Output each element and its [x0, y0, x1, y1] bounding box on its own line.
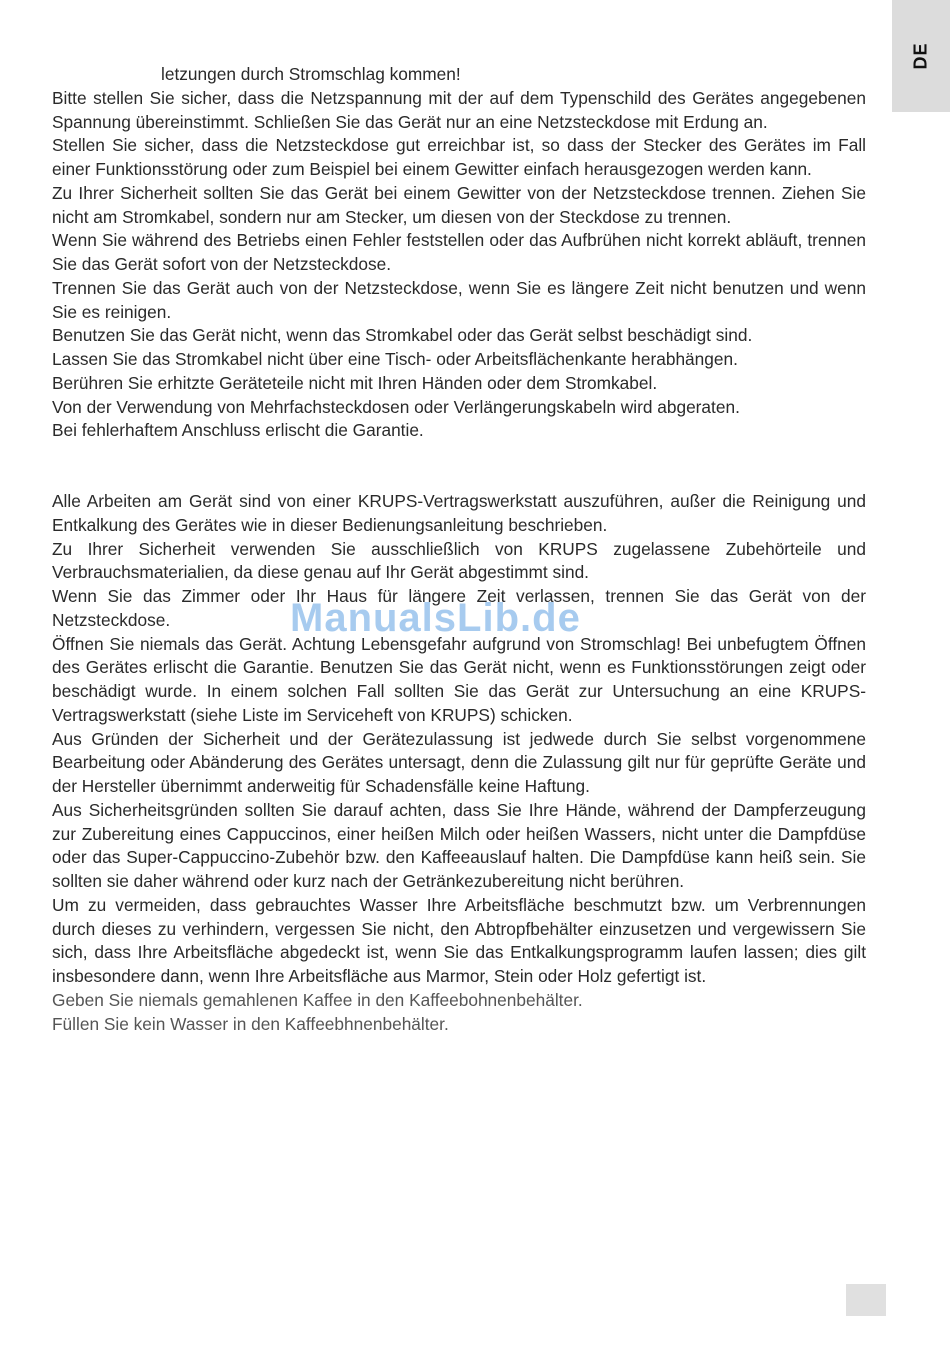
paragraph: Berühren Sie erhitzte Geräteteile nicht mit Ihren Händen oder dem Stromkabel. — [52, 372, 658, 393]
paragraph: Öffnen Sie niemals das Gerät. Achtung Lebensgefahr aufgrund von Stromschlag! Bei unbefugtem Öffnen des Gerätes erlischt die Garantie. Benutzen Sie das Gerät nicht, wenn es Funktionsstörungen zeigt oder beschädigt wurde. In einem solchen Fall sollten Sie das Gerät zur Untersuchung an eine KRUPS-Vertragswerkstatt (siehe Liste im Serviceheft von KRUPS) schicken. — [52, 633, 866, 725]
paragraph: Alle Arbeiten am Gerät sind von einer KRUPS-Vertragswerkstatt auszuführen, außer die Reinigung und Entkalkung des Gerätes wie in dieser Bedienungsanleitung beschrieben. — [52, 491, 866, 535]
paragraph: Füllen Sie kein Wasser in den Kaffeebhnenbehälter. — [52, 1013, 449, 1034]
language-tab — [892, 0, 950, 112]
paragraph: Bei fehlerhaftem Anschluss erlischt die Garantie. — [52, 420, 424, 441]
paragraph: Benutzen Sie das Gerät nicht, wenn das Stromkabel oder das Gerät selbst beschädigt sind. — [52, 325, 753, 346]
paragraph: Wenn Sie während des Betriebs einen Fehler feststellen oder das Aufbrühen nicht korrekt abläuft, trennen Sie das Gerät sofort von der Netzsteckdose. — [52, 230, 866, 274]
paragraph: Bitte stellen Sie sicher, dass die Netzspannung mit der auf dem Typenschild des Gerätes angegebenen Spannung übereinstimmt. Schließen Sie das Gerät nur an eine Netzsteckdose mit Erdung an. — [52, 87, 866, 132]
paragraph: Zu Ihrer Sicherheit sollten Sie das Gerät bei einem Gewitter von der Netzsteckdose trennen. Ziehen Sie nicht am Stromkabel, sondern nur am Stecker, um diesen von der Steckdose zu trennen. — [52, 182, 866, 227]
paragraph: Wenn Sie das Zimmer oder Ihr Haus für längere Zeit verlassen, trennen Sie das Gerät von der Netzsteckdose. — [52, 586, 866, 630]
paragraph: Von der Verwendung von Mehrfachsteckdosen oder Verlängerungskabeln wird abgeraten. — [52, 396, 740, 417]
page-number-box — [846, 1284, 886, 1316]
language-label: DE — [910, 42, 931, 70]
paragraph: Geben Sie niemals gemahlenen Kaffee in den Kaffeebohnenbehälter. — [52, 989, 583, 1010]
paragraph: Stellen Sie sicher, dass die Netzsteckdose gut erreichbar ist, so dass der Stecker des Gerätes im Fall einer Funktionsstörung oder zum Beispiel bei einem Gewitter einfach herausgezogen werden kann. — [52, 135, 866, 179]
watermark: ManualsLib.de — [290, 596, 581, 640]
paragraph: Um zu vermeiden, dass gebrauchtes Wasser Ihre Arbeitsfläche beschmutzt bzw. um Verbrennungen durch dieses zu verhindern, vergessen Sie nicht, den Abtropfbehälter einzusetzen und vergewissern Sie sich, dass Ihre Arbeitsfläche abgedeckt ist, wenn Sie das Entkalkungsprogramm laufen lassen; dies gilt insbesondere dann, wenn Ihre Arbeitsfläche aus Marmor, Stein oder Holz gefertigt ist. — [52, 894, 866, 986]
paragraph: letzungen durch Stromschlag kommen! — [161, 64, 461, 84]
paragraph: Lassen Sie das Stromkabel nicht über eine Tisch- oder Arbeitsflächenkante herabhängen. — [52, 349, 738, 369]
paragraph: Trennen Sie das Gerät auch von der Netzsteckdose, wenn Sie es längere Zeit nicht benutzen und wenn Sie es reinigen. — [52, 277, 866, 322]
section-gap — [52, 443, 866, 490]
paragraph: Aus Sicherheitsgründen sollten Sie darauf achten, dass Sie Ihre Hände, während der Dampferzeugung zur Zubereitung eines Cappuccinos, einer heißen Milch oder heißen Wassers, nicht unter die Dampfdüse oder das Super-Cappuccino-Zubehör bzw. den Kaffeeauslauf halten. Die Dampfdüse kann heiß sein. Sie sollten sie daher während oder kurz nach der Getränkezubereitung nicht berühren. — [52, 799, 866, 891]
paragraph: Zu Ihrer Sicherheit verwenden Sie ausschließlich von KRUPS zugelassene Zubehörteile und Verbrauchsmaterialien, da diese genau auf Ihr Gerät abgestimmt sind. — [52, 538, 866, 583]
page-content — [52, 63, 866, 1036]
paragraph: Aus Gründen der Sicherheit und der Gerätezulassung ist jedwede durch Sie selbst vorgenommene Bearbeitung oder Abänderung des Gerätes untersagt, denn die Zulassung gilt nur für geprüfte Geräte und der Hersteller übernimmt anderweitig für Schadensfälle keine Haftung. — [52, 728, 866, 796]
